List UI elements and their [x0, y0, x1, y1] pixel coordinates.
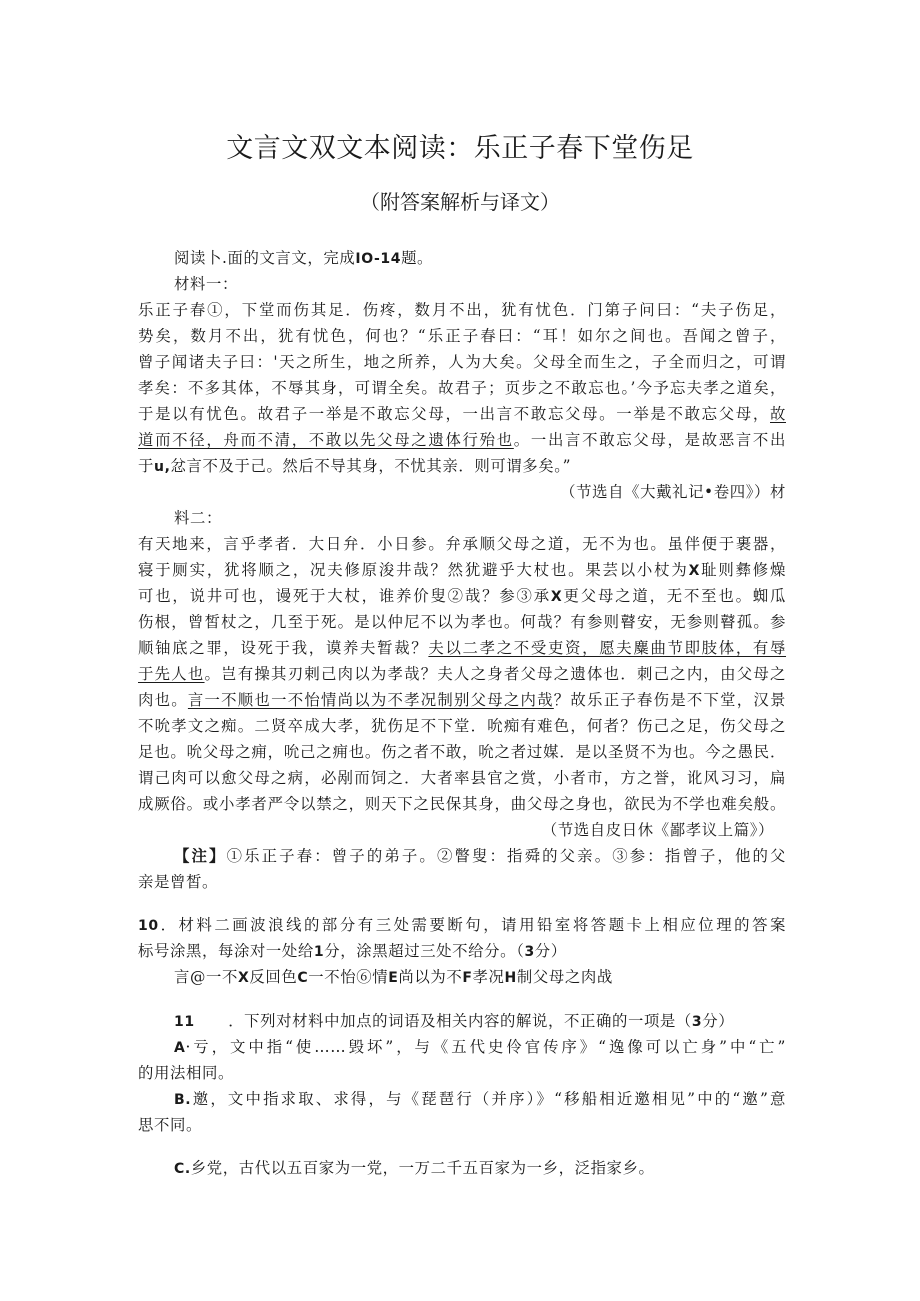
- material-one-line: 乐正子春①，下堂而伤其足．伤疼，数月不出，犹有忧色．门第子问曰：“夫子伤足，: [138, 301, 786, 319]
- material-two-line: 顺铀底之罪，设死于我，谟养夫暂裁？夫以二孝之不受吏资，愿夫麋曲节即肢体，有辱: [138, 639, 787, 657]
- underlined-text: 于先人也: [138, 665, 205, 683]
- underlined-text: 故: [770, 405, 786, 423]
- question-11-option-b: 思不同。: [138, 1116, 202, 1134]
- option-text: ⑥: [356, 968, 373, 986]
- annotation-note: 亲是曾皙。: [138, 873, 218, 891]
- material-one-line: 道而不径，舟而不清，不敢以先父母之遗体行殆也。一出言不敢忘父母，是故恶言不出: [138, 431, 787, 449]
- option-text: 尚以为不: [398, 968, 463, 986]
- option-text: 言: [174, 968, 190, 986]
- option-text: 一不: [206, 968, 238, 986]
- question-11: 11 ．下列对材料中加点的词语及相关内容的解说，不正确的一项是（3分）: [174, 1012, 735, 1030]
- document-subtitle: （附答案解析与译文）: [360, 190, 560, 214]
- material-two-source: （节选自皮日休《鄙孝议上篇》）: [541, 821, 774, 839]
- material-two-line: 伤根，曾皙杖之，几至于死。是以仲尼不以为孝也。何哉？有参则瞽安，无参则瞽孤。参: [138, 613, 786, 631]
- annotation-note: 【注】①乐正子春：曾子的弟子。②瞥叟：指舜的父亲。③参：指曾子，他的父: [174, 847, 786, 865]
- material-two-line: 可也，说井可也，谩死于大杖，谁养价叟②哉？参③承X更父母之道，无不至也。蜘瓜: [138, 587, 786, 605]
- option-marker: C: [297, 970, 309, 986]
- question-10-options: [174, 967, 786, 988]
- underlined-text: 道而不径，舟而不清，不敢以先父母之遗体行殆也: [138, 431, 514, 449]
- material-one-source: （节选自《大戴礼记•卷四》）材: [560, 483, 786, 501]
- wavy-underlined-text: 言一不顺也一不怡情尚以为不孝况制别父母之内哉: [187, 691, 554, 709]
- material-one-line: 于是以有忧色。故君子一举是不敢忘父母，一出言不敢忘父母。一举是不敢忘父母，故: [138, 405, 786, 423]
- material-two-line: 足也。吮父母之痈，吮己之痈也。伤之者不敢，吮之者过媒．是以圣贤不为也。今之愚民．: [138, 743, 786, 761]
- material-two-line: 不吮孝文之痴。二贤卒成大孝，犹伤足不下堂．吮痴有难色，何者？伤己之足，伤父母之: [138, 717, 786, 735]
- option-text: @: [190, 968, 206, 986]
- option-text: 制父母之肉战: [516, 968, 613, 986]
- material-two-line: 谓己肉可以愈父母之病，必剐而饲之．大者率县官之赏，小者市，方之誉，讹风习习，扁: [138, 769, 786, 787]
- document-title: 文言文双文本阅读：乐正子春下堂伤足: [226, 133, 694, 164]
- option-text: 情: [372, 968, 389, 986]
- material-one-line: 曾子闻诸夫子曰：'天之所生，地之所养，人为大矣。父母全而生之，子全而归之，可谓: [138, 353, 786, 371]
- option-marker: H: [504, 970, 517, 986]
- material-two-line: 成厥俗。或小孝者严令以禁之，则天下之民保其身，曲父母之身也，欲民为不学也难矣般。: [138, 795, 786, 813]
- material-one-line: 于u,忿言不及于己。然后不导其身，不忧其亲．则可谓多矣。”: [138, 457, 572, 475]
- material-two-line: 肉也。言一不顺也一不怡情尚以为不孝况制别父母之内哉？故乐正子春伤是不下堂，汉景: [138, 691, 786, 709]
- option-text: 反回色: [249, 968, 298, 986]
- question-11-option-a: 的用法相同。: [138, 1064, 234, 1082]
- material-two-line: 寝于厕实，犹将顺之，况夫修原浚井哉？然犹避乎大杖也。果芸以小杖为X耻则彝修燥: [138, 561, 786, 579]
- option-text: 孝况: [472, 968, 505, 986]
- material-one-line: 孝矣：不多其体，不辱其身，可谓全矣。故君子；页步之不敢忘也。’今予忘夫孝之道矣，: [138, 379, 786, 397]
- material-one-line: 势矣，数月不出，犹有忧色，何也？“乐正子春曰：“耳！如尔之间也。吾闻之曾子，: [138, 327, 786, 345]
- option-text: 一不怡: [308, 968, 357, 986]
- material-one-label: 材料一：: [174, 275, 238, 293]
- material-two-label: 料二：: [174, 509, 222, 527]
- question-10: 10．材料二画波浪线的部分有三处需要断句，请用铅室将答题卡上相应位理的答案: [138, 916, 786, 934]
- question-11-option-c: C.乡党，古代以五百家为一党，一万二千五百家为一乡，泛指家乡。: [174, 1159, 655, 1177]
- question-11-option-b: B.邀，文中指求取、求得，与《琵琶行（并序）》“移船相近邀相见”中的“邀”意: [174, 1090, 786, 1108]
- material-two-line: 有天地来，言乎孝者．大日弁．小日参。弁承顺父母之道，无不为也。虽伴便于裹器，: [138, 535, 786, 553]
- question-10: 标号涂黑，每涂对一处给1分，涂黑超过三处不给分。（3分）: [138, 942, 567, 960]
- question-11-option-a: A·亏，文中指“使……毁坏”，与《五代史伶官传序》“逸像可以亡身”中“亡”: [174, 1038, 786, 1056]
- option-marker: X: [237, 970, 250, 986]
- option-marker: F: [462, 970, 473, 986]
- reading-instruction: 阅读卜.面的文言文，完成IO-14题。: [174, 249, 434, 267]
- option-marker: E: [388, 970, 399, 986]
- material-two-line: 于先人也。岂有操其刃剌己肉以为孝哉？夫人之身者父母之遗体也．刺己之内，由父母之: [138, 665, 786, 683]
- underlined-text: 夫以二孝之不受吏资，愿夫麋曲节即肢体，有辱: [428, 639, 787, 657]
